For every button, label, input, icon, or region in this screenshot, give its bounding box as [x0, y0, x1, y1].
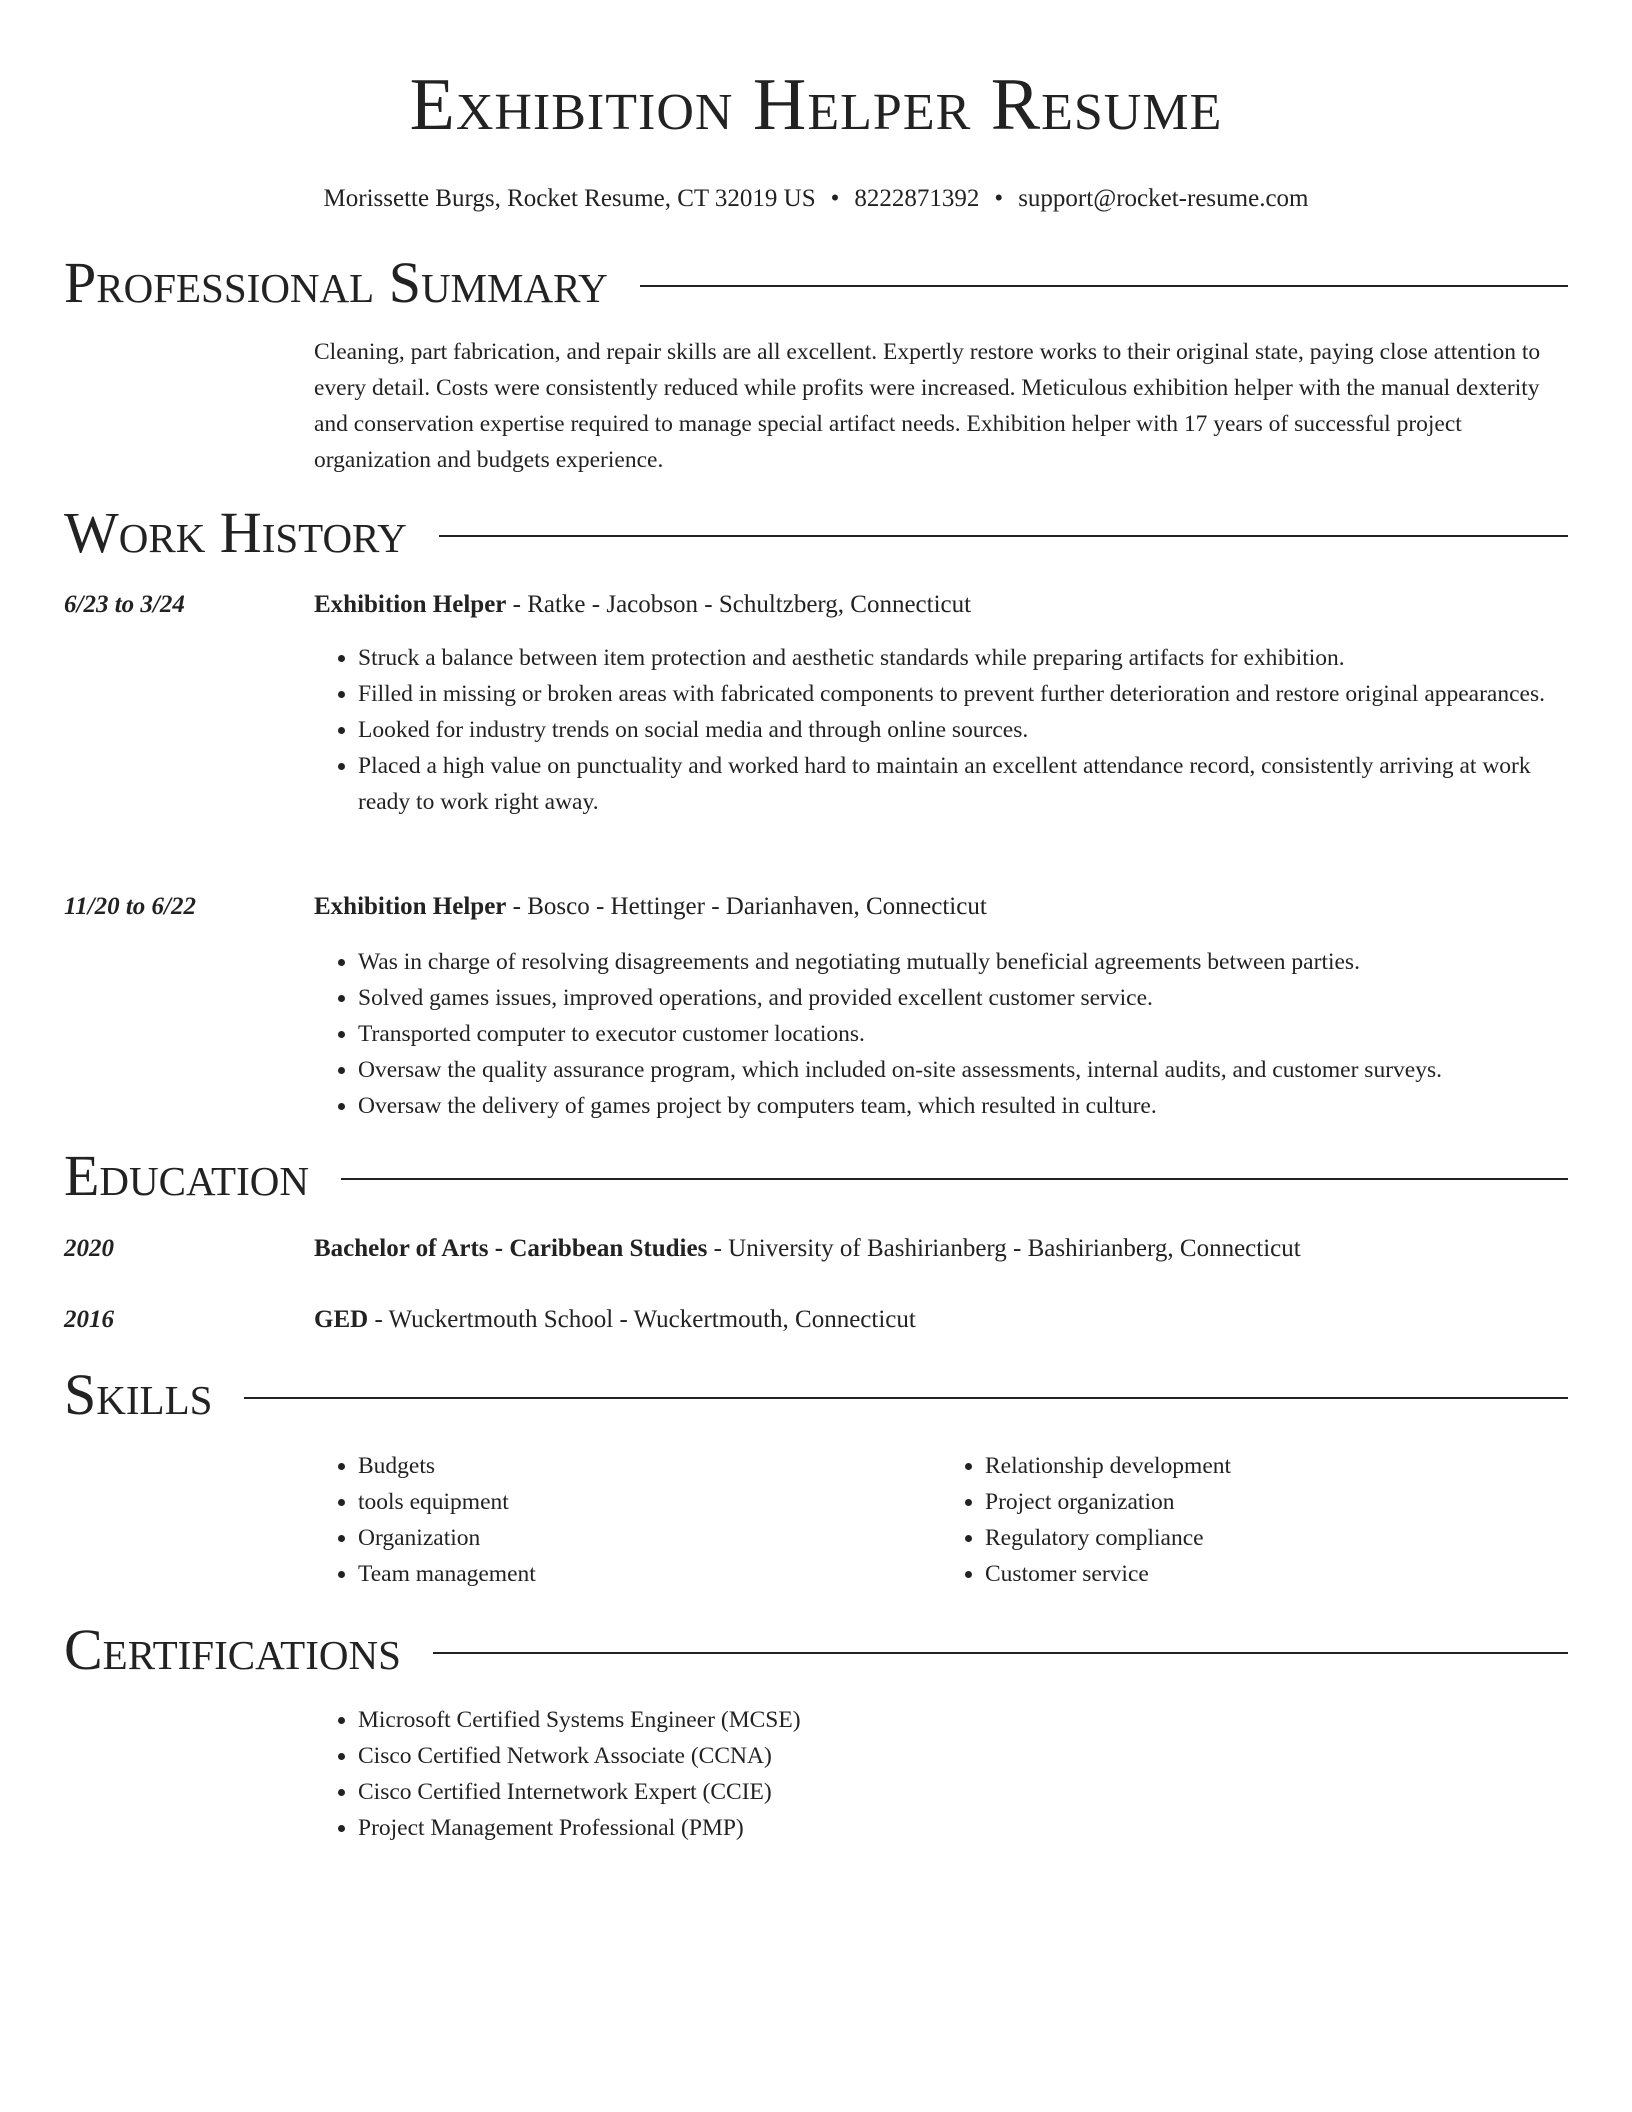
section-divider: [433, 1652, 1568, 1654]
job-bullets: [314, 640, 1568, 820]
job-heading: [314, 890, 987, 924]
education-degree: Bachelor of Arts - Caribbean Studies: [314, 1235, 708, 1262]
job-details: - Ratke - Jacobson - Schultzberg, Connecticut: [506, 591, 972, 618]
contact-address: Morissette Burgs, Rocket Resume, CT 32019 US: [323, 185, 816, 212]
job-dates: 6/23 to 3/24: [64, 591, 185, 618]
skills-heading: Skills: [64, 1362, 213, 1427]
education-heading-line: [314, 1232, 1301, 1266]
list-item: • Regulatory compliance: [985, 1520, 1568, 1556]
section-divider: [244, 1397, 1568, 1399]
section-divider: [640, 285, 1568, 287]
section-divider: [341, 1178, 1568, 1180]
job-title: Exhibition Helper: [314, 591, 507, 618]
section-divider: [439, 535, 1568, 537]
list-item: • Relationship development: [985, 1448, 1568, 1484]
education-heading: Education: [64, 1143, 309, 1208]
list-item: • Transported computer to executor customer locations.: [358, 1016, 1568, 1052]
certifications-list: [314, 1702, 1568, 1846]
skills-column-left: [314, 1448, 941, 1592]
list-item: • tools equipment: [358, 1484, 941, 1520]
summary-heading: Professional Summary: [64, 250, 608, 315]
list-item: • Was in charge of resolving disagreements and negotiating mutually beneficial agreements between parties.: [358, 944, 1568, 980]
list-item: • Cisco Certified Internetwork Expert (CCIE): [358, 1774, 1568, 1810]
job-title: Exhibition Helper: [314, 893, 507, 920]
list-item: • Budgets: [358, 1448, 941, 1484]
job-details: - Bosco - Hettinger - Darianhaven, Connecticut: [506, 893, 987, 920]
contact-email[interactable]: support@rocket-resume.com: [1018, 185, 1309, 212]
job-dates: 11/20 to 6/22: [64, 893, 196, 920]
education-details: - Wuckertmouth School - Wuckertmouth, Connecticut: [368, 1306, 916, 1333]
contact-line: [64, 184, 1568, 214]
education-details: - University of Bashirianberg - Bashirianberg, Connecticut: [707, 1235, 1301, 1262]
resume-title: Exhibition Helper Resume: [409, 64, 1223, 146]
job-bullets: [314, 944, 1568, 1124]
work-section-header: [64, 500, 1568, 566]
skills-list: [314, 1448, 1568, 1592]
list-item: • Project organization: [985, 1484, 1568, 1520]
summary-section-header: [64, 250, 1568, 316]
job-heading: [314, 588, 971, 622]
certifications-heading: Certifications: [64, 1617, 401, 1682]
list-item: • Filled in missing or broken areas with fabricated components to prevent further deterioration and restore original appearances.: [358, 676, 1568, 712]
education-section-header: [64, 1143, 1568, 1209]
contact-separator: •: [994, 185, 1004, 212]
list-item: • Team management: [358, 1556, 941, 1592]
education-degree: GED: [314, 1306, 369, 1333]
certifications-section-header: [64, 1617, 1568, 1683]
list-item: • Project Management Professional (PMP): [358, 1810, 1568, 1846]
list-item: • Struck a balance between item protection and aesthetic standards while preparing artifacts for exhibition.: [358, 640, 1568, 676]
list-item: • Cisco Certified Network Associate (CCNA): [358, 1738, 1568, 1774]
skills-section-header: [64, 1362, 1568, 1428]
education-heading-line: [314, 1303, 916, 1337]
list-item: • Organization: [358, 1520, 941, 1556]
list-item: • Customer service: [985, 1556, 1568, 1592]
skills-column-right: [941, 1448, 1568, 1592]
list-item: • Oversaw the delivery of games project by computers team, which resulted in culture.: [358, 1088, 1568, 1124]
list-item: • Oversaw the quality assurance program, which included on-site assessments, internal audits, and customer surveys.: [358, 1052, 1568, 1088]
list-item: • Placed a high value on punctuality and worked hard to maintain an excellent attendance record, consistently arriving at work ready to work right away.: [358, 748, 1568, 820]
contact-phone: 8222871392: [854, 185, 980, 212]
contact-separator: •: [830, 185, 840, 212]
work-heading: Work History: [64, 500, 407, 565]
list-item: • Looked for industry trends on social media and through online sources.: [358, 712, 1568, 748]
summary-text: Cleaning, part fabrication, and repair skills are all excellent. Expertly restore works to their original state, paying close attention to every detail. Costs were consistently reduced while profits were increased. Meticulous exhibition helper with the manual dexterity and conservation expertise required to manage special artifact needs. Exhibition helper with 17 years of successful project organization and budgets experience.: [314, 339, 1541, 473]
education-year: 2016: [64, 1306, 114, 1333]
list-item: • Solved games issues, improved operations, and provided excellent customer service.: [358, 980, 1568, 1016]
education-year: 2020: [64, 1235, 114, 1262]
list-item: • Microsoft Certified Systems Engineer (MCSE): [358, 1702, 1568, 1738]
resume-page: [64, 0, 1568, 1841]
